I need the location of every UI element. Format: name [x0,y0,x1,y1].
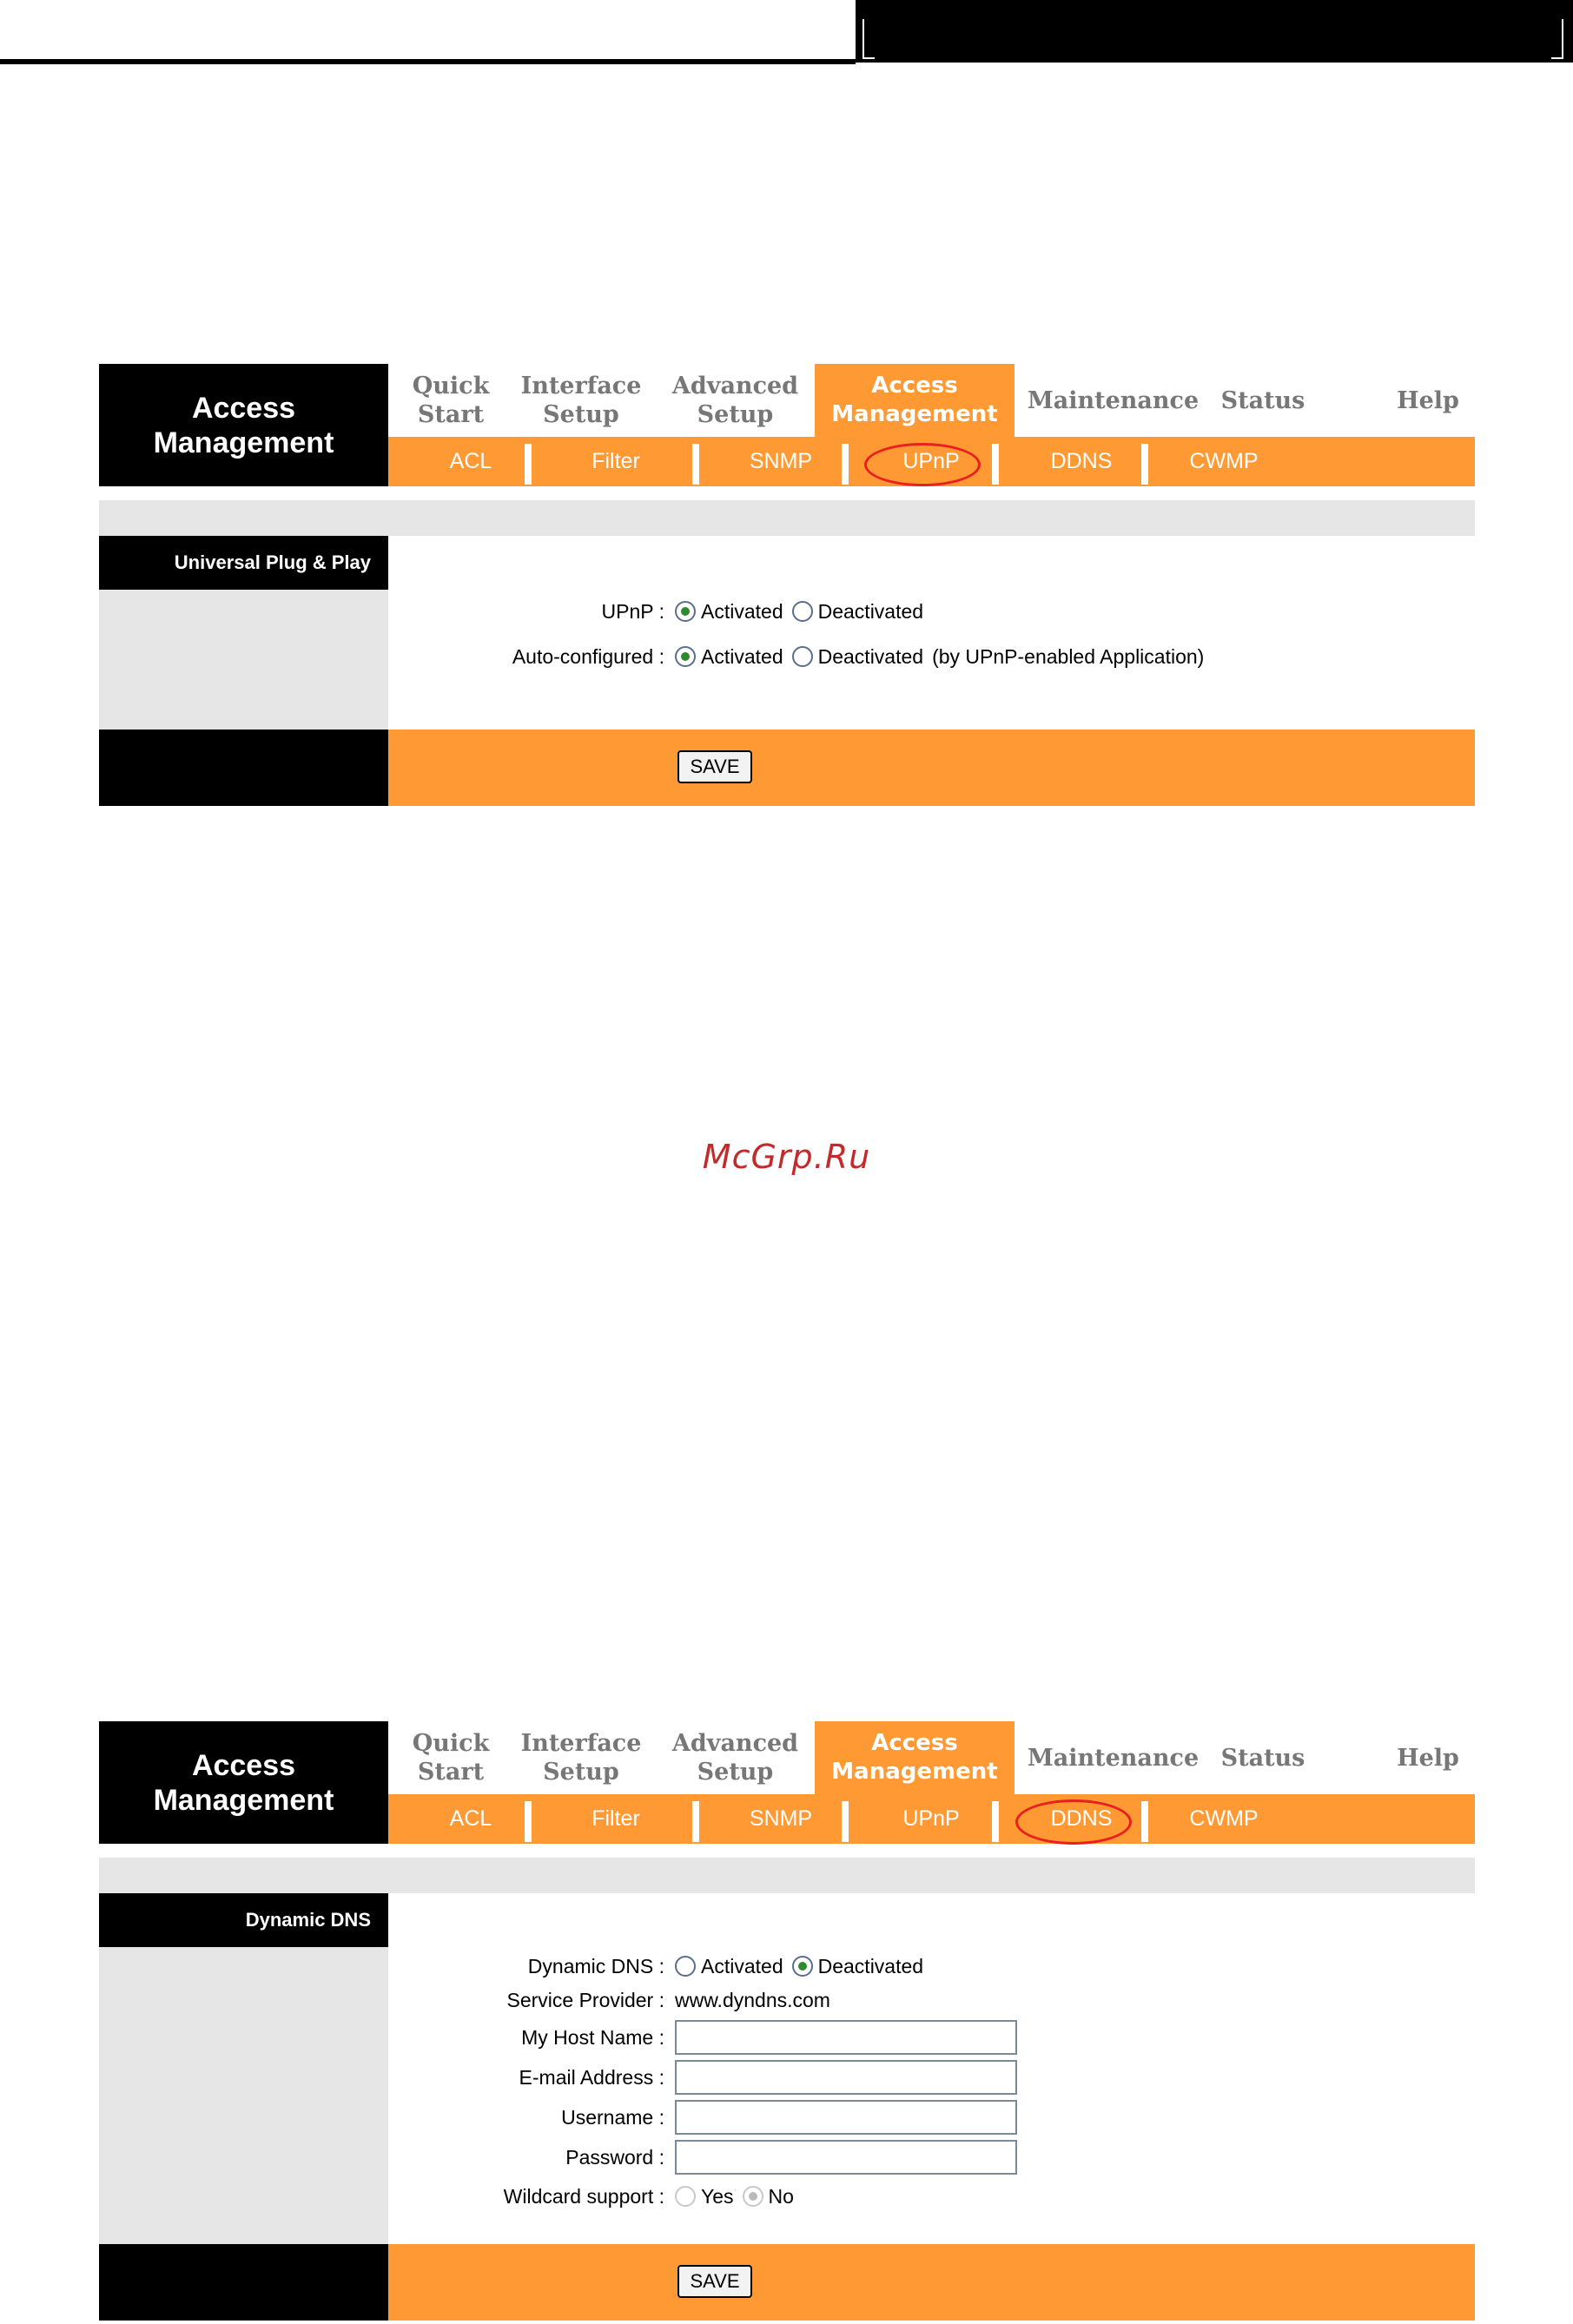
upnp-section [99,536,1475,730]
wildcard-no-label: No [768,2184,794,2208]
auto-configured-activated-label: Activated [701,644,783,668]
dynamic-dns-row [388,1949,932,1984]
subtab-upnp[interactable]: UPnP [902,449,960,473]
save-button[interactable]: SAVE [677,750,752,783]
upnp-screenshot-panel [99,364,1475,806]
subtab-separator [525,444,532,485]
header-black-block [856,0,1573,63]
tab-advanced-setup[interactable]: Advanced Setup [671,1730,799,1786]
watermark: McGrp.Ru [702,1138,871,1176]
subtab-upnp[interactable]: UPnP [902,1806,960,1831]
dynamic-dns-label: Dynamic DNS : [527,1954,664,1977]
top-navigation [99,364,1475,486]
tab-advanced-setup[interactable]: Advanced Setup [671,373,799,428]
tab-maintenance[interactable]: Maintenance [1027,386,1200,414]
upnp-footer [99,730,1475,806]
tab-quick-start[interactable]: Quick Start [412,1730,490,1786]
footer-sidebar [99,2244,388,2321]
wildcard-no-radio[interactable] [743,2186,763,2207]
subtab-filter[interactable]: Filter [592,1806,640,1831]
header-rule [0,59,856,64]
dynamic-dns-activated-label: Activated [701,1954,783,1977]
username-input[interactable] [675,2100,1017,2135]
section-title: Universal Plug & Play [99,536,388,590]
auto-configured-note: (by UPnP-enabled Application) [932,644,1205,668]
top-navigation [99,1721,1475,1844]
subtab-filter[interactable]: Filter [592,449,640,473]
upnp-form [388,536,1475,730]
ddns-form [388,1893,1475,2244]
auto-configured-label: Auto-configured : [512,644,664,668]
footer-sidebar [99,730,388,806]
auto-configured-deactivated-radio[interactable] [792,646,813,667]
section-sidebar [99,536,388,730]
tab-maintenance[interactable]: Maintenance [1027,1744,1200,1772]
upnp-deactivated-radio[interactable] [792,601,813,622]
ddns-screenshot-panel [99,1721,1475,2321]
save-button[interactable]: SAVE [677,2265,752,2298]
dynamic-dns-deactivated-radio[interactable] [792,1956,813,1977]
footer-bar [388,2244,1475,2321]
upnp-activated-radio[interactable] [675,601,696,622]
subtab-ddns[interactable]: DDNS [1050,449,1113,473]
auto-configured-deactivated-label: Deactivated [817,644,924,668]
upnp-row [388,594,932,629]
subtab-acl[interactable]: ACL [449,1806,492,1831]
upnp-label: UPnP : [601,599,664,623]
subtab-separator [842,444,849,485]
tab-quick-start[interactable]: Quick Start [412,373,490,428]
dynamic-dns-activated-radio[interactable] [675,1956,696,1977]
tab-help[interactable]: Help [1397,386,1459,414]
host-name-label: My Host Name : [521,2025,664,2049]
gray-strip [99,500,1475,536]
subtab-separator [842,1801,849,1842]
wildcard-yes-label: Yes [701,2184,734,2208]
tab-interface-setup[interactable]: Interface Setup [520,373,642,428]
section-title: Dynamic DNS [99,1893,388,1947]
subtab-snmp[interactable]: SNMP [749,449,813,473]
tab-status[interactable]: Status [1220,1744,1305,1772]
header-corner-right [1551,19,1563,59]
subtab-snmp[interactable]: SNMP [749,1806,813,1831]
email-input[interactable] [675,2060,1017,2095]
subtab-cwmp[interactable]: CWMP [1189,1806,1259,1831]
username-row [388,2100,1017,2135]
section-sidebar [99,1893,388,2244]
service-provider-label: Service Provider : [506,1988,664,2011]
brand-title: Access Management [99,1721,388,1844]
subtab-cwmp[interactable]: CWMP [1189,449,1259,473]
auto-configured-activated-radio[interactable] [675,646,696,667]
auto-configured-row [388,639,1213,674]
host-name-input[interactable] [675,2020,1017,2055]
host-name-row [388,2020,1017,2055]
service-provider-row [388,1983,830,2017]
wildcard-row [388,2179,803,2214]
header-corner-left [863,19,875,59]
password-input[interactable] [675,2140,1017,2175]
tab-help[interactable]: Help [1397,1744,1459,1772]
tab-status[interactable]: Status [1220,386,1305,414]
email-label: E-mail Address : [519,2065,664,2089]
dynamic-dns-deactivated-label: Deactivated [817,1954,924,1977]
subtab-acl[interactable]: ACL [449,449,492,473]
email-row [388,2060,1017,2095]
footer-bar [388,730,1475,806]
username-label: Username : [561,2105,664,2129]
brand-title: Access Management [99,364,388,486]
upnp-activated-label: Activated [701,599,783,623]
subtab-separator [992,1801,999,1842]
ddns-footer [99,2244,1475,2321]
wildcard-yes-radio[interactable] [675,2186,696,2207]
subtab-ddns[interactable]: DDNS [1050,1806,1113,1831]
ddns-section [99,1893,1475,2244]
tab-access-management[interactable]: Access Management [815,1721,1015,1794]
wildcard-label: Wildcard support : [503,2184,664,2208]
upnp-deactivated-label: Deactivated [817,599,924,623]
gray-strip [99,1858,1475,1893]
subtab-separator [525,1801,532,1842]
service-provider-value: www.dyndns.com [675,1988,830,2011]
tab-interface-setup[interactable]: Interface Setup [520,1730,642,1786]
password-row [388,2140,1017,2175]
password-label: Password : [565,2145,664,2169]
subtab-separator [992,444,999,485]
document-header [0,0,1573,66]
tab-access-management[interactable]: Access Management [815,364,1015,437]
